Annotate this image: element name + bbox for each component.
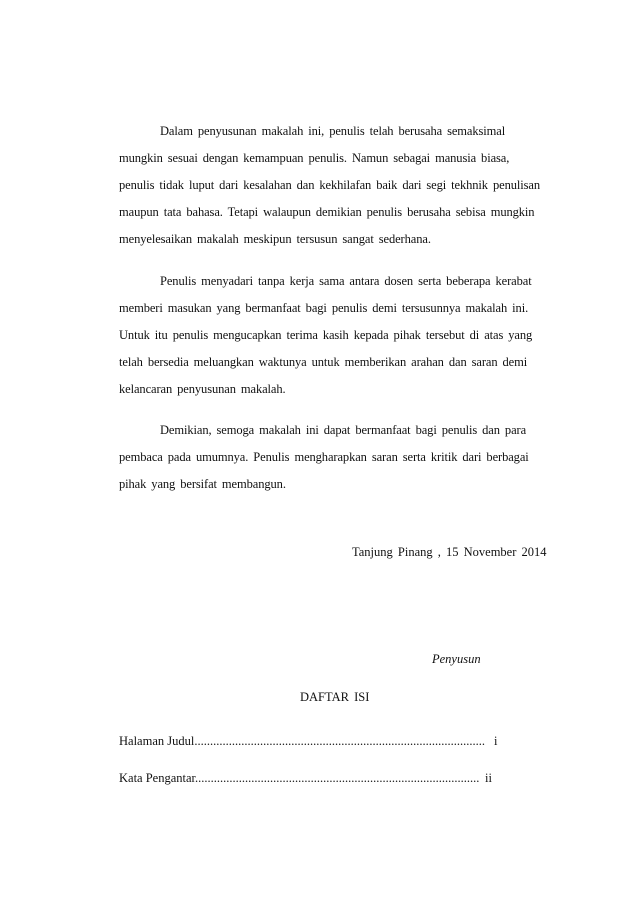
text-line: Untuk itu penulis mengucapkan terima kasih kepada pihak tersebut di atas yang <box>119 328 533 342</box>
text-line: memberi masukan yang bermanfaat bagi penulis demi tersusunnya makalah ini. <box>119 301 529 315</box>
text-line: pembaca pada umumnya. Penulis mengharapkan saran serta kritik dari berbagai <box>119 450 529 464</box>
toc-title: DAFTAR ISI <box>300 690 370 704</box>
toc-entry-label: Halaman Judul <box>119 734 195 748</box>
toc-leader: ............................................................................................. <box>194 734 485 748</box>
toc-entry-line <box>119 770 479 786</box>
text-line: Dalam penyusunan makalah ini, penulis telah berusaha semaksimal <box>160 124 506 138</box>
text-line: telah bersedia meluangkan waktunya untuk memberikan arahan dan saran demi <box>119 355 528 369</box>
text-line: maupun tata bahasa. Tetapi walaupun demikian penulis berusaha sebisa mungkin <box>119 205 535 219</box>
text-line: pihak yang bersifat membangun. <box>119 477 286 491</box>
text-line: Demikian, semoga makalah ini dapat bermanfaat bagi penulis dan para <box>160 423 527 437</box>
text-line: Penulis menyadari tanpa kerja sama antara dosen serta beberapa kerabat <box>160 274 532 288</box>
toc-leader: ........................................................................................... <box>195 771 480 785</box>
text-line: menyelesaikan makalah meskipun tersusun sangat sederhana. <box>119 232 431 246</box>
text-line: kelancaran penyusunan makalah. <box>119 382 286 396</box>
toc-entry-line <box>119 733 485 749</box>
place-date: Tanjung Pinang , 15 November 2014 <box>352 545 547 559</box>
author-signature: Penyusun <box>432 652 481 666</box>
toc-entry-page: ii <box>485 771 492 785</box>
text-line: penulis tidak luput dari kesalahan dan kekhilafan baik dari segi tekhnik penulisan <box>119 178 540 192</box>
text-line: mungkin sesuai dengan kemampuan penulis. Namun sebagai manusia biasa, <box>119 151 510 165</box>
toc-entry-page: i <box>494 734 498 748</box>
toc-entry-label: Kata Pengantar <box>119 771 196 785</box>
